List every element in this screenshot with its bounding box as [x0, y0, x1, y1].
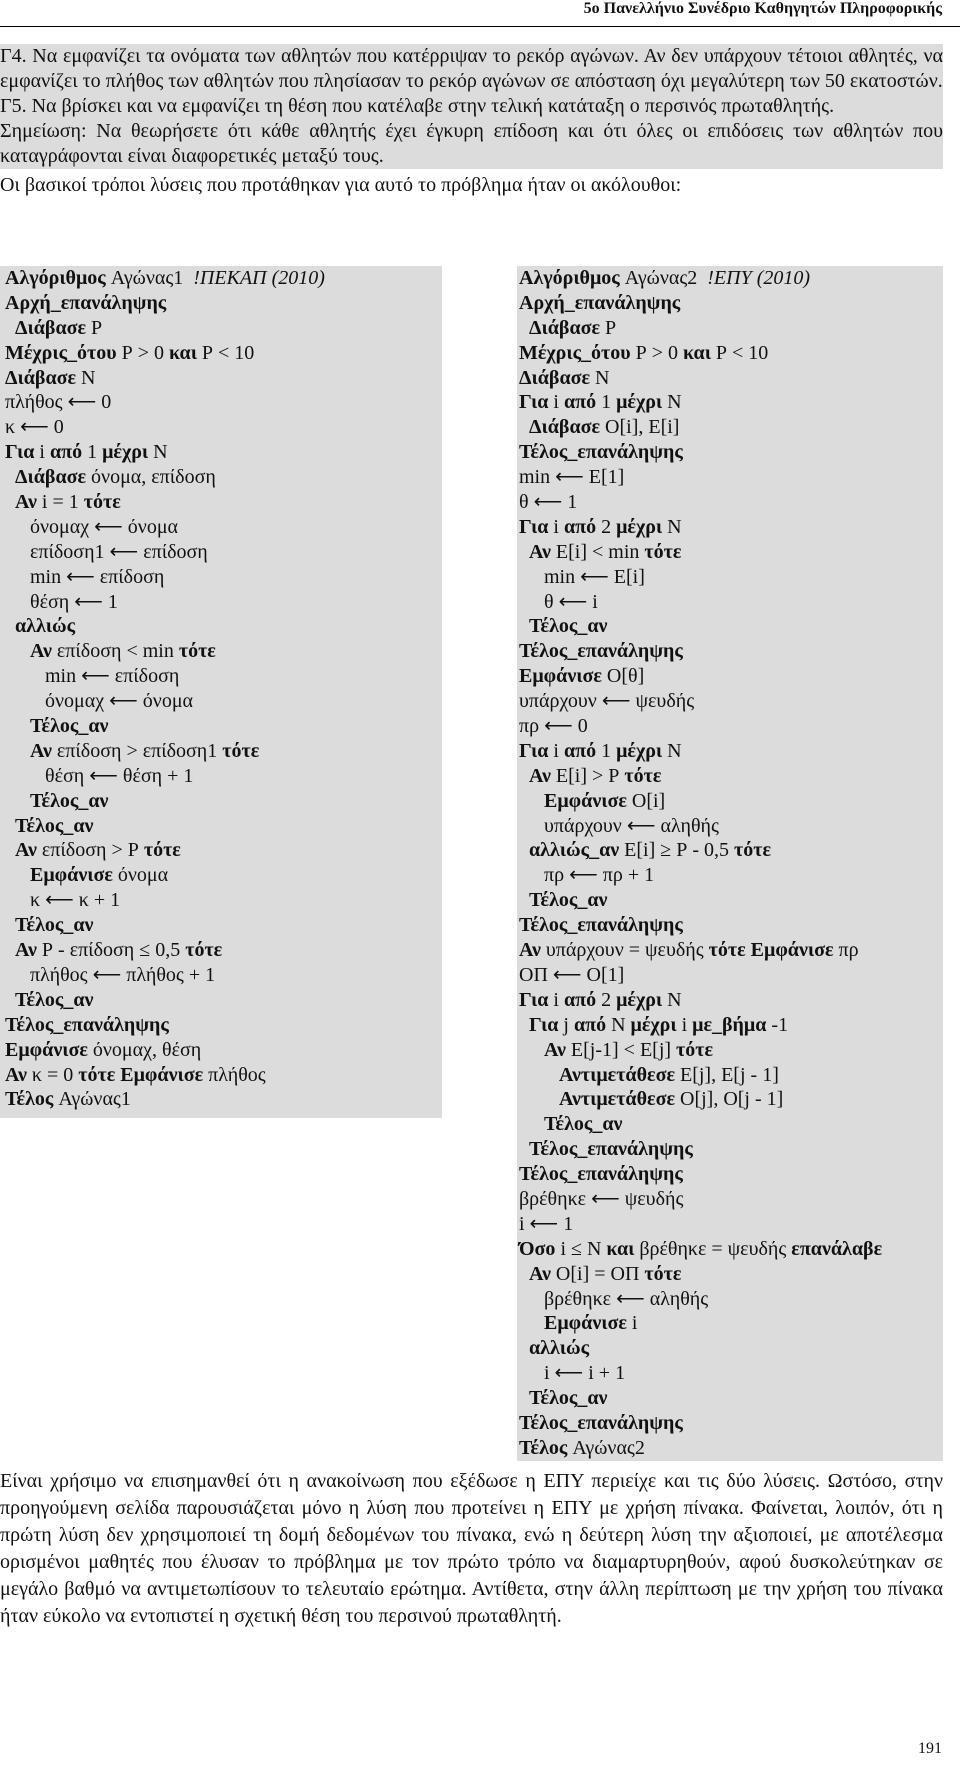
code-text: E[i] < min [550, 540, 645, 563]
keyword: τότε [83, 491, 121, 514]
code-line [519, 1087, 943, 1112]
code-line [519, 764, 943, 789]
code-text: i ⟵ i + 1 [519, 1362, 626, 1385]
keyword: Τέλος_επανάληψης [519, 1411, 683, 1434]
code-text: θέση ⟵ θέση + 1 [5, 764, 194, 787]
keyword: Τέλος_επανάληψης [519, 441, 683, 464]
code-text: θ ⟵ i [519, 590, 598, 613]
code-line [5, 838, 442, 863]
code-line [5, 590, 442, 615]
code-text: N [606, 1013, 631, 1036]
keyword: Για [519, 739, 549, 762]
keyword: μέχρι [616, 988, 663, 1011]
keyword: Διάβασε [15, 466, 87, 489]
code-text: βρέθηκε ⟵ αληθής [519, 1287, 709, 1310]
code-text [5, 715, 30, 737]
code-text: πλήθος [203, 1063, 266, 1086]
keyword: Διάβασε [15, 316, 87, 339]
code-text: O[i], E[i] [600, 416, 680, 439]
code-text: -1 [766, 1013, 789, 1036]
code-line [5, 863, 442, 888]
keyword: Αν [529, 540, 551, 563]
code-line [5, 316, 442, 341]
keyword: Διάβασε [5, 366, 77, 389]
keyword: Διάβασε [529, 416, 601, 439]
keyword: Τέλος_επανάληψης [519, 640, 683, 663]
code-text [519, 1337, 529, 1359]
code-line [519, 366, 943, 391]
code-line [519, 963, 943, 988]
code-text: O[j], O[j - 1] [675, 1088, 784, 1111]
code-line [5, 739, 442, 764]
code-text: i ⟵ 1 [519, 1212, 574, 1235]
code-text [5, 615, 15, 637]
keyword: Εμφάνισε [120, 1063, 204, 1086]
code-text: min ⟵ E[1] [519, 466, 625, 489]
code-line [5, 714, 442, 739]
code-text: P [600, 316, 617, 339]
code-text: i [548, 515, 564, 538]
keyword: Για [529, 1013, 559, 1036]
keyword: και [683, 341, 711, 364]
code-text [5, 939, 15, 961]
code-text: πρ ⟵ 0 [519, 715, 588, 738]
code-line [5, 988, 442, 1013]
code-text: E[j], E[j - 1] [675, 1063, 779, 1086]
code-line [519, 1311, 943, 1336]
code-text [519, 541, 529, 563]
code-line [5, 689, 442, 714]
comment: !ΕΠΥ (2010) [707, 267, 811, 289]
code-line [5, 291, 442, 316]
keyword: μέχρι [630, 1013, 677, 1036]
code-text: N [662, 515, 682, 538]
code-text: i [34, 441, 50, 464]
note: Σημείωση: Να θεωρήσετε ότι κάθε αθλητής έχει έγκυρη επίδοση και ότι όλες οι επιδόσεις των αθλητών που καταγράφονται είναι διαφορετικές μεταξύ τους. [0, 120, 943, 167]
keyword: Τέλος_αν [15, 988, 94, 1011]
code-line [519, 938, 943, 963]
conference-header: 5ο Πανελλήνιο Συνέδριο Καθηγητών Πληροφορικής [583, 0, 942, 17]
keyword: Τέλος_αν [544, 1113, 623, 1136]
code-line [5, 266, 442, 291]
code-line [519, 838, 943, 863]
keyword: Αν [529, 764, 551, 787]
code-text: i [548, 988, 564, 1011]
keyword: Αν [5, 1063, 27, 1086]
keyword: Εμφάνισε [30, 864, 113, 887]
code-text: j [558, 1013, 574, 1036]
code-text: E[j-1] < E[j] [565, 1038, 677, 1061]
code-text: πλήθος ⟵ πλήθος + 1 [5, 963, 216, 986]
code-line [519, 1063, 943, 1088]
code-text: ΟΠ ⟵ O[1] [519, 963, 625, 986]
code-line [519, 590, 943, 615]
code-line [519, 1212, 943, 1237]
keyword: τότε [644, 540, 682, 563]
code-text: όνομα [112, 864, 169, 887]
code-text: υπάρχουν ⟵ αληθής [519, 814, 719, 837]
keyword: Αν [15, 839, 37, 862]
code-text [519, 1064, 559, 1086]
keyword: Τέλος_αν [15, 914, 94, 937]
code-line [519, 664, 943, 689]
code-line [519, 1038, 943, 1063]
code-line [519, 639, 943, 664]
code-text: επίδοση > P [36, 839, 144, 862]
code-text [519, 1263, 529, 1285]
code-line [519, 1237, 943, 1262]
keyword: Τέλος_επανάληψης [5, 1013, 169, 1036]
code-text [519, 889, 529, 911]
code-line [5, 814, 442, 839]
code-line [519, 291, 943, 316]
code-text: P < 10 [196, 341, 255, 364]
code-line [5, 1087, 442, 1112]
keyword: επανάλαβε [791, 1237, 883, 1260]
keyword: Τέλος_αν [30, 789, 109, 812]
keyword: Αντιμετάθεσε [559, 1088, 675, 1111]
code-text [519, 839, 529, 861]
code-text [5, 491, 15, 513]
code-text: N [76, 366, 96, 389]
keyword: Μέχρις_ότου [519, 341, 631, 364]
code-line [5, 789, 442, 814]
code-text: 1 [82, 441, 103, 464]
code-text: βρέθηκε ⟵ ψευδής [519, 1187, 684, 1210]
keyword: αλλιώς [529, 1337, 590, 1360]
code-text [5, 839, 15, 861]
keyword: Τέλος_επανάληψης [519, 914, 683, 937]
code-line [519, 739, 943, 764]
keyword: Εμφάνισε [519, 665, 602, 688]
code-line [5, 515, 442, 540]
code-line [5, 913, 442, 938]
keyword: και [606, 1237, 635, 1260]
code-text: E[i] ≥ P - 0,5 [619, 839, 735, 862]
code-line [519, 341, 943, 366]
code-line [519, 1386, 943, 1411]
keyword: από [573, 1013, 607, 1036]
code-line [519, 1336, 943, 1361]
keyword: Τέλος_αν [529, 615, 608, 638]
code-text: P [86, 316, 103, 339]
code-text: min ⟵ E[i] [519, 565, 645, 588]
code-text [5, 466, 15, 488]
keyword: Αν [519, 939, 541, 962]
code-line [519, 540, 943, 565]
code-text: πρ [833, 939, 859, 962]
code-line [519, 863, 943, 888]
code-text: N [662, 988, 682, 1011]
keyword: αλλιώς [15, 615, 76, 638]
code-text: 2 [596, 515, 617, 538]
code-text: κ ⟵ 0 [5, 416, 64, 439]
code-line [519, 565, 943, 590]
solutions-lead: Οι βασικοί τρόποι λύσεις που προτάθηκαν για αυτό το πρόβλημα ήταν οι ακόλουθοι: [0, 173, 943, 198]
code-line [519, 614, 943, 639]
code-line [5, 465, 442, 490]
code-text [519, 790, 544, 812]
code-text [519, 1113, 544, 1135]
keyword: Τέλος_αν [15, 814, 94, 837]
code-text: E[i] > P [550, 764, 625, 787]
keyword: Αν [30, 739, 52, 762]
keyword: Αντιμετάθεσε [559, 1063, 675, 1086]
code-text [5, 640, 30, 662]
keyword: Εμφάνισε [544, 1312, 627, 1335]
code-line [5, 366, 442, 391]
requirement-g5: Γ5. Να βρίσκει και να εμφανίζει τη θέση που κατέλαβε στην τελική κατάταξη ο περσινός πρωταθλητής. [0, 95, 835, 117]
code-text: P > 0 [630, 341, 684, 364]
code-text: όνομαχ ⟵ όνομα [5, 690, 194, 713]
code-text [5, 864, 30, 886]
keyword: Αν [30, 640, 52, 663]
code-line [5, 415, 442, 440]
keyword: τότε [644, 1262, 682, 1285]
keyword: Διάβασε [529, 316, 601, 339]
keyword: Τέλος_αν [529, 1387, 608, 1410]
code-line [519, 988, 943, 1013]
code-line [519, 888, 943, 913]
code-line [519, 1013, 943, 1038]
code-line [519, 440, 943, 465]
keyword: Τέλος [5, 1088, 54, 1111]
code-line [5, 390, 442, 415]
code-line [5, 490, 442, 515]
keyword: μέχρι [616, 391, 663, 414]
keyword: τότε [78, 1063, 116, 1086]
code-line [519, 515, 943, 540]
code-text: min ⟵ επίδοση [5, 565, 165, 588]
keyword: Για [519, 391, 549, 414]
code-text: i [548, 391, 564, 414]
keyword: μέχρι [616, 739, 663, 762]
code-line [519, 1411, 943, 1436]
code-text: O[i] [626, 789, 666, 812]
code-text: όνομαχ, θέση [87, 1038, 202, 1061]
code-text: επίδοση > επίδοση1 [51, 739, 223, 762]
code-text [5, 989, 15, 1011]
algorithm-2-listing [517, 266, 943, 1461]
code-text [519, 1088, 559, 1110]
code-line [5, 1063, 442, 1088]
keyword: με_βήμα [692, 1013, 767, 1036]
code-text [519, 416, 529, 438]
code-line [519, 266, 943, 291]
code-text: i [676, 1013, 693, 1036]
keyword: και [169, 341, 197, 364]
code-line [519, 1162, 943, 1187]
code-text: N [590, 366, 610, 389]
page-number: 191 [918, 1740, 942, 1757]
keyword: Αν [15, 939, 37, 962]
code-text: θέση ⟵ 1 [5, 590, 118, 613]
code-line [519, 1287, 943, 1312]
code-line [519, 316, 943, 341]
code-text: N [662, 391, 682, 414]
code-line [5, 639, 442, 664]
code-text [519, 1387, 529, 1409]
header-rule [0, 26, 960, 27]
code-line [5, 888, 442, 913]
code-text [519, 615, 529, 637]
code-text: i [626, 1312, 638, 1335]
keyword: από [563, 739, 597, 762]
keyword: από [563, 988, 597, 1011]
keyword: τότε [708, 939, 746, 962]
code-text: όνομα, επίδοση [86, 466, 216, 489]
keyword: τότε [143, 839, 181, 862]
algorithm-1-listing [0, 266, 442, 1118]
code-line [519, 913, 943, 938]
code-text: κ ⟵ κ + 1 [5, 889, 121, 912]
code-line [519, 714, 943, 739]
code-line [5, 664, 442, 689]
code-text [519, 1312, 544, 1334]
keyword: Τέλος [519, 1436, 568, 1459]
keyword: από [563, 515, 597, 538]
code-text [5, 815, 15, 837]
code-text [519, 1138, 529, 1160]
code-text [519, 765, 529, 787]
keyword: Για [519, 988, 549, 1011]
code-line [5, 963, 442, 988]
code-line [519, 1262, 943, 1287]
code-text: 2 [596, 988, 617, 1011]
keyword: τότε [676, 1038, 714, 1061]
keyword: Τέλος_αν [529, 889, 608, 912]
code-text [5, 914, 15, 936]
discussion-text: Είναι χρήσιμο να επισημανθεί ότι η ανακοίνωση που εξέδωσε η ΕΠΥ περιείχε και τις δύο λύσεις. Ωστόσο, στην προηγούμενη σελίδα παρουσιάζεται μόνο η λύση που προτείνει η ΕΠΥ με χρήση πίνακα. Φαίνεται, λοιπόν, ότι η πρώτη λύση δεν χρησιμοποιεί τη δομή δεδομένων του πίνακα, ενώ η δεύτερη λύση την αξιοποιεί, με αποτέλεσμα ορισμένοι μαθητές που έλυσαν το πρόβλημα με τον πρώτο τρόπο να διαμαρτυρηθούν, αφού δυσκολεύτηκαν σε μεγάλο βαθμό να αντιμετωπίσουν το τελευταίο ερώτημα. Αντίθετα, στην άλλη περίπτωση με την χρήση του πίνακα ήταν εύκολο να εντοπιστεί η σχετική θέση του περσινού πρωταθλητή. [0, 1470, 943, 1627]
code-text: i ≤ N [555, 1237, 607, 1260]
keyword: Εμφάνισε [750, 939, 834, 962]
keyword: Αν [544, 1038, 566, 1061]
code-line [519, 789, 943, 814]
code-line [5, 1038, 442, 1063]
code-text: 1 [596, 391, 617, 414]
keyword: Διάβασε [519, 366, 591, 389]
code-line [5, 614, 442, 639]
code-line [5, 440, 442, 465]
shaded-requirements [0, 44, 943, 169]
comment: !ΠΕΚΑΠ (2010) [193, 267, 325, 289]
keyword: τότε [185, 939, 223, 962]
code-text: βρέθηκε = ψευδής [634, 1237, 792, 1260]
code-line [519, 415, 943, 440]
keyword: μέχρι [616, 515, 663, 538]
code-text: N [148, 441, 168, 464]
code-line [519, 465, 943, 490]
keyword: τότε [624, 764, 662, 787]
code-text: min ⟵ επίδοση [5, 665, 180, 688]
problem-statement [0, 44, 943, 198]
code-text [519, 317, 529, 339]
code-text: όνομαχ ⟵ όνομα [5, 515, 179, 538]
keyword: Εμφάνισε [5, 1038, 88, 1061]
keyword: τότε [222, 739, 260, 762]
code-text: O[i] = ΟΠ [550, 1262, 645, 1285]
keyword: Μέχρις_ότου [5, 341, 117, 364]
discussion-paragraph [0, 1468, 943, 1630]
code-line [519, 390, 943, 415]
code-line [519, 1112, 943, 1137]
code-text: 1 [596, 739, 617, 762]
code-line [5, 565, 442, 590]
code-text: N [662, 739, 682, 762]
code-text: P - επίδοση ≤ 0,5 [36, 939, 186, 962]
code-text: i = 1 [36, 491, 84, 514]
code-line [5, 341, 442, 366]
code-text: Αγώνας1 [53, 1088, 131, 1111]
code-text: P < 10 [710, 341, 769, 364]
code-text: O[θ] [601, 665, 645, 688]
keyword: μέχρι [102, 441, 149, 464]
keyword: Τέλος_επανάληψης [529, 1138, 693, 1161]
code-text: Αγώνας2 [567, 1436, 645, 1459]
keyword: Αλγόριθμος [519, 267, 620, 289]
code-text [519, 1039, 544, 1061]
code-line [519, 689, 943, 714]
code-text: κ = 0 [26, 1063, 79, 1086]
code-line [519, 1187, 943, 1212]
keyword: Τέλος_αν [30, 715, 109, 738]
keyword: Για [5, 441, 35, 464]
code-line [519, 490, 943, 515]
keyword: Αλγόριθμος [5, 267, 106, 289]
code-text: Αγώνας1 [105, 267, 194, 289]
code-line [519, 1436, 943, 1461]
keyword: από [563, 391, 597, 414]
code-text: i [548, 739, 564, 762]
code-text [519, 1014, 529, 1036]
keyword: Αν [529, 1262, 551, 1285]
keyword: Εμφάνισε [544, 789, 627, 812]
code-text: P > 0 [116, 341, 170, 364]
keyword: αλλιώς_αν [529, 839, 620, 862]
code-text [5, 790, 30, 812]
keyword: Αν [15, 491, 37, 514]
code-text [5, 740, 30, 762]
code-line [519, 814, 943, 839]
requirement-g4: Γ4. Να εμφανίζει τα ονόματα των αθλητών που κατέρριψαν το ρεκόρ αγώνων. Αν δεν υπάρχουν τέτοιοι αθλητές, να εμφανίζει το πλήθος των αθλητών που πλησίασαν το ρεκόρ αγώνων σε απόσταση όχι μεγαλύτερη των 50 εκατοστών. [0, 45, 943, 92]
code-text: υπάρχουν = ψευδής [540, 939, 709, 962]
code-text: επίδοση1 ⟵ επίδοση [5, 540, 208, 563]
keyword: Τέλος_επανάληψης [519, 1163, 683, 1186]
code-text: υπάρχουν ⟵ ψευδής [519, 690, 695, 713]
keyword: τότε [734, 839, 772, 862]
keyword: από [49, 441, 83, 464]
code-text: επίδοση < min [51, 640, 179, 663]
keyword: τότε [178, 640, 216, 663]
code-line [5, 540, 442, 565]
code-line [519, 1361, 943, 1386]
code-line [5, 938, 442, 963]
keyword: Αρχή_επανάληψης [519, 291, 681, 314]
code-text [5, 317, 15, 339]
code-line [5, 764, 442, 789]
code-text: πρ ⟵ πρ + 1 [519, 864, 655, 887]
keyword: Για [519, 515, 549, 538]
code-text: θ ⟵ 1 [519, 491, 578, 514]
code-line [519, 1137, 943, 1162]
code-text: Αγώνας2 [619, 267, 708, 289]
code-line [5, 1013, 442, 1038]
keyword: Όσο [519, 1237, 556, 1260]
keyword: Αρχή_επανάληψης [5, 291, 167, 314]
code-text: πλήθος ⟵ 0 [5, 391, 112, 414]
